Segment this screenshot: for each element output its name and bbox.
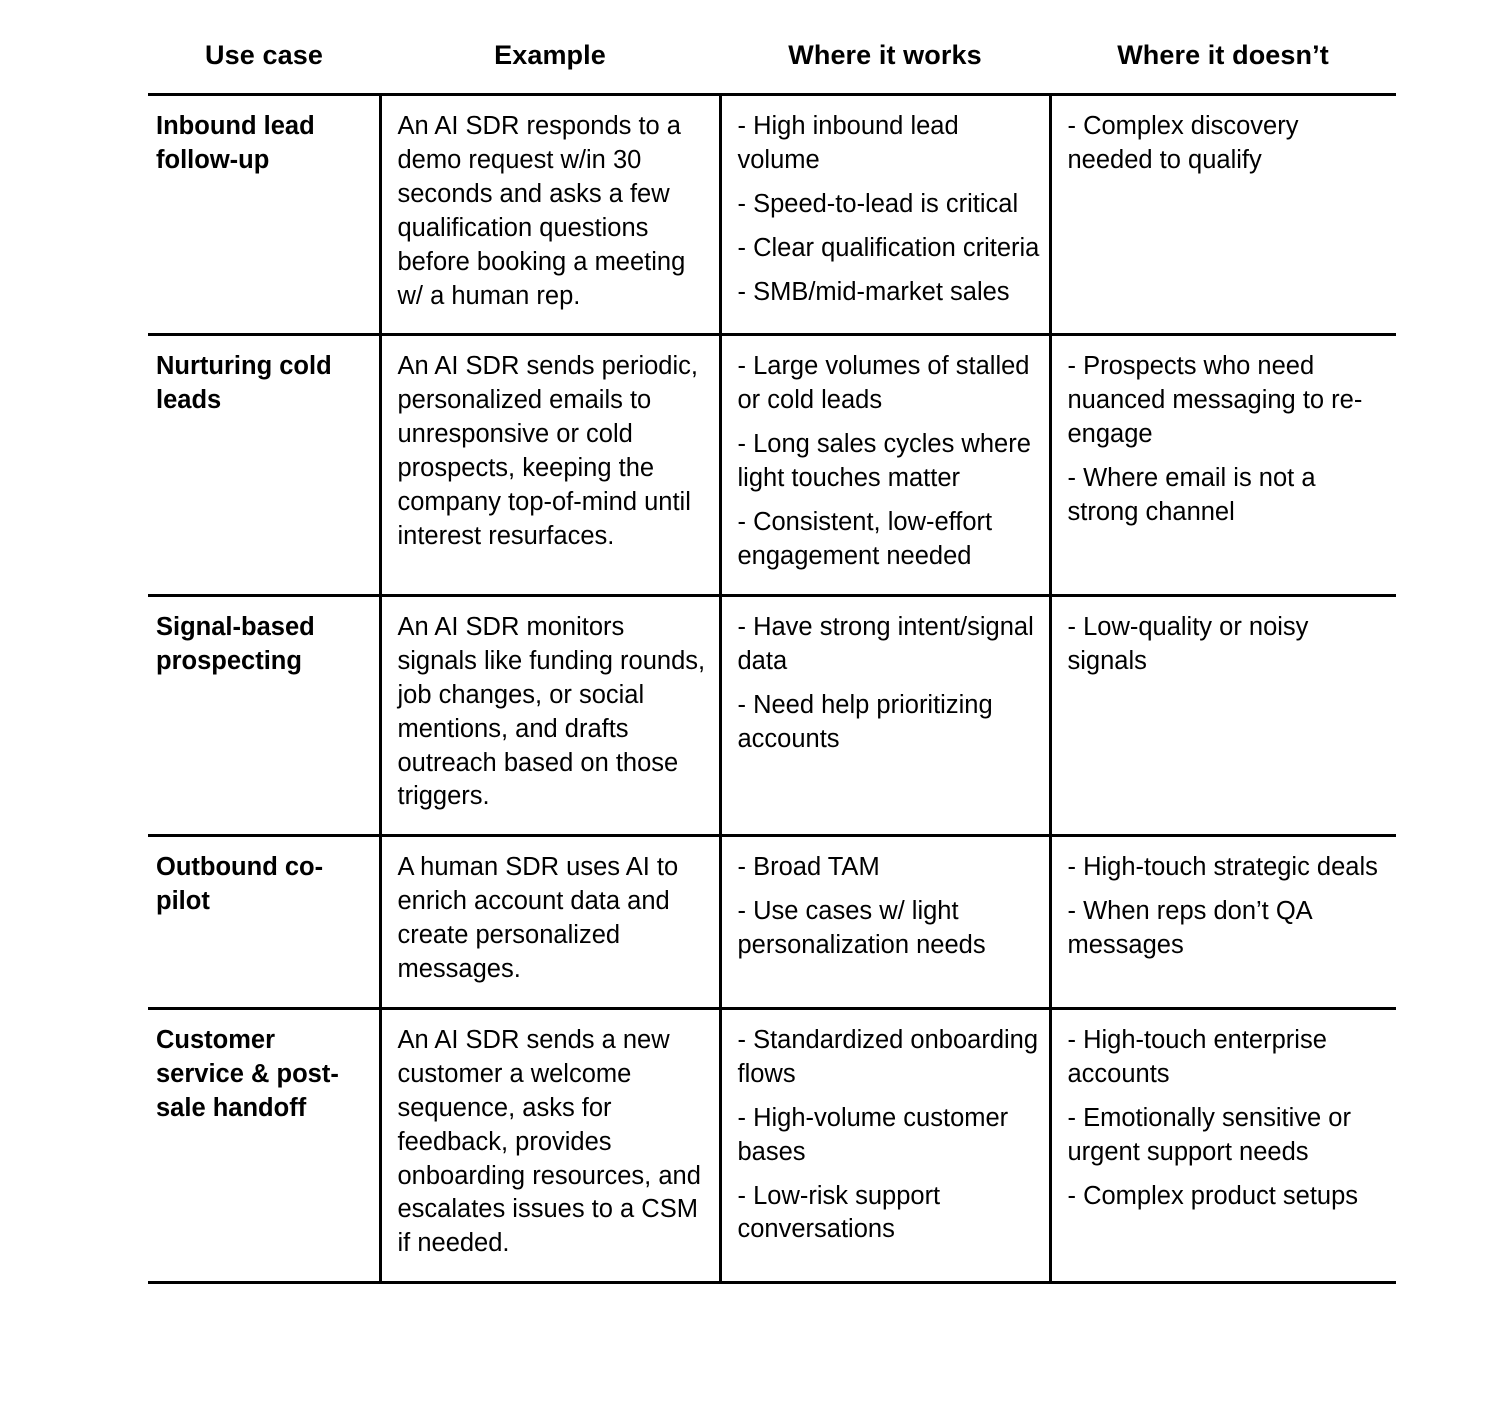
bullet-item: - High-touch strategic deals xyxy=(1067,853,1378,882)
cell-example xyxy=(380,595,720,835)
column-header-where-it-doesnt: Where it doesn’t xyxy=(1117,40,1329,70)
column-header-use-case: Use case xyxy=(205,40,323,70)
bullet-item: - High-touch enterprise accounts xyxy=(1067,1025,1327,1088)
example-text: An AI SDR responds to a demo request w/in 30 seconds and asks a few qualification questions before booking a meeting w/ a human rep. xyxy=(397,112,686,310)
bullet-item: - Complex product setups xyxy=(1067,1181,1359,1210)
bullet-item: - Emotionally sensitive or urgent support needs xyxy=(1067,1103,1351,1166)
bullet-item: - High-volume customer bases xyxy=(737,1103,1009,1166)
bullet-item: - Broad TAM xyxy=(737,853,880,882)
cell-where-it-doesnt xyxy=(1050,595,1396,835)
cell-where-it-doesnt xyxy=(1050,95,1396,335)
cell-example xyxy=(380,95,720,335)
bullet-item: - Consistent, low-effort engagement needed xyxy=(737,508,993,570)
cell-example xyxy=(380,335,720,595)
cell-use-case: Signal-based prospecting xyxy=(148,595,380,835)
example-text: An AI SDR sends a new customer a welcome sequence, asks for feedback, provides onboarding resources, and escalates issues to a CSM if needed. xyxy=(397,1025,701,1258)
table-row xyxy=(148,95,1396,335)
cell-where-it-works xyxy=(720,595,1050,835)
table-header-row xyxy=(148,34,1396,95)
example-text: An AI SDR monitors signals like funding rounds, job changes, or social mentions, and drafts outreach based on those triggers. xyxy=(397,612,706,811)
table-row xyxy=(148,1008,1396,1282)
bullet-item: - Low-risk support conversations xyxy=(737,1181,941,1244)
cell-where-it-doesnt xyxy=(1050,335,1396,595)
table-row xyxy=(148,335,1396,595)
cell-example xyxy=(380,836,720,1009)
cell-use-case: Customer service & post-sale handoff xyxy=(148,1008,380,1282)
column-header-example: Example xyxy=(494,40,606,70)
bullet-item: - SMB/mid-market sales xyxy=(737,277,1010,306)
bullet-item: - Have strong intent/signal data xyxy=(737,612,1034,675)
cell-use-case: Outbound co-pilot xyxy=(148,836,380,1009)
cell-where-it-doesnt xyxy=(1050,836,1396,1009)
table-header xyxy=(148,34,1396,95)
bullet-item: - Large volumes of stalled or cold leads xyxy=(737,352,1030,415)
cell-where-it-doesnt xyxy=(1050,1008,1396,1282)
use-case-matrix-table xyxy=(148,34,1396,1284)
cell-where-it-works xyxy=(720,335,1050,595)
bullet-item: - Long sales cycles where light touches matter xyxy=(737,430,1031,493)
bullet-item: - Clear qualification criteria xyxy=(737,233,1040,262)
bullet-item: - Standardized onboarding flows xyxy=(737,1025,1039,1088)
cell-use-case: Inbound lead follow-up xyxy=(148,95,380,335)
cell-example xyxy=(380,1008,720,1282)
table-body xyxy=(148,95,1396,1283)
cell-where-it-works xyxy=(720,836,1050,1009)
table-row xyxy=(148,836,1396,1009)
bullet-item: - High inbound lead volume xyxy=(737,112,959,174)
cell-use-case: Nurturing cold leads xyxy=(148,335,380,595)
bullet-item: - Where email is not a strong channel xyxy=(1067,464,1316,527)
cell-where-it-works xyxy=(720,1008,1050,1282)
bullet-item: - Need help prioritizing accounts xyxy=(737,690,993,753)
bullet-item: - Speed-to-lead is critical xyxy=(737,189,1019,218)
example-text: An AI SDR sends periodic, personalized emails to unresponsive or cold prospects, keeping the company top-of-mind until interest resurfaces. xyxy=(397,352,698,550)
bullet-item: - Complex discovery needed to qualify xyxy=(1067,112,1299,174)
cell-where-it-works xyxy=(720,95,1050,335)
bullet-item: - Prospects who need nuanced messaging to re-engage xyxy=(1067,352,1363,449)
bullet-item: - When reps don’t QA messages xyxy=(1067,897,1312,960)
bullet-item: - Low-quality or noisy signals xyxy=(1067,612,1309,675)
table-row xyxy=(148,595,1396,835)
bullet-item: - Use cases w/ light personalization needs xyxy=(737,897,986,960)
column-header-where-it-works: Where it works xyxy=(788,40,982,70)
example-text: A human SDR uses AI to enrich account data and create personalized messages. xyxy=(397,853,679,984)
